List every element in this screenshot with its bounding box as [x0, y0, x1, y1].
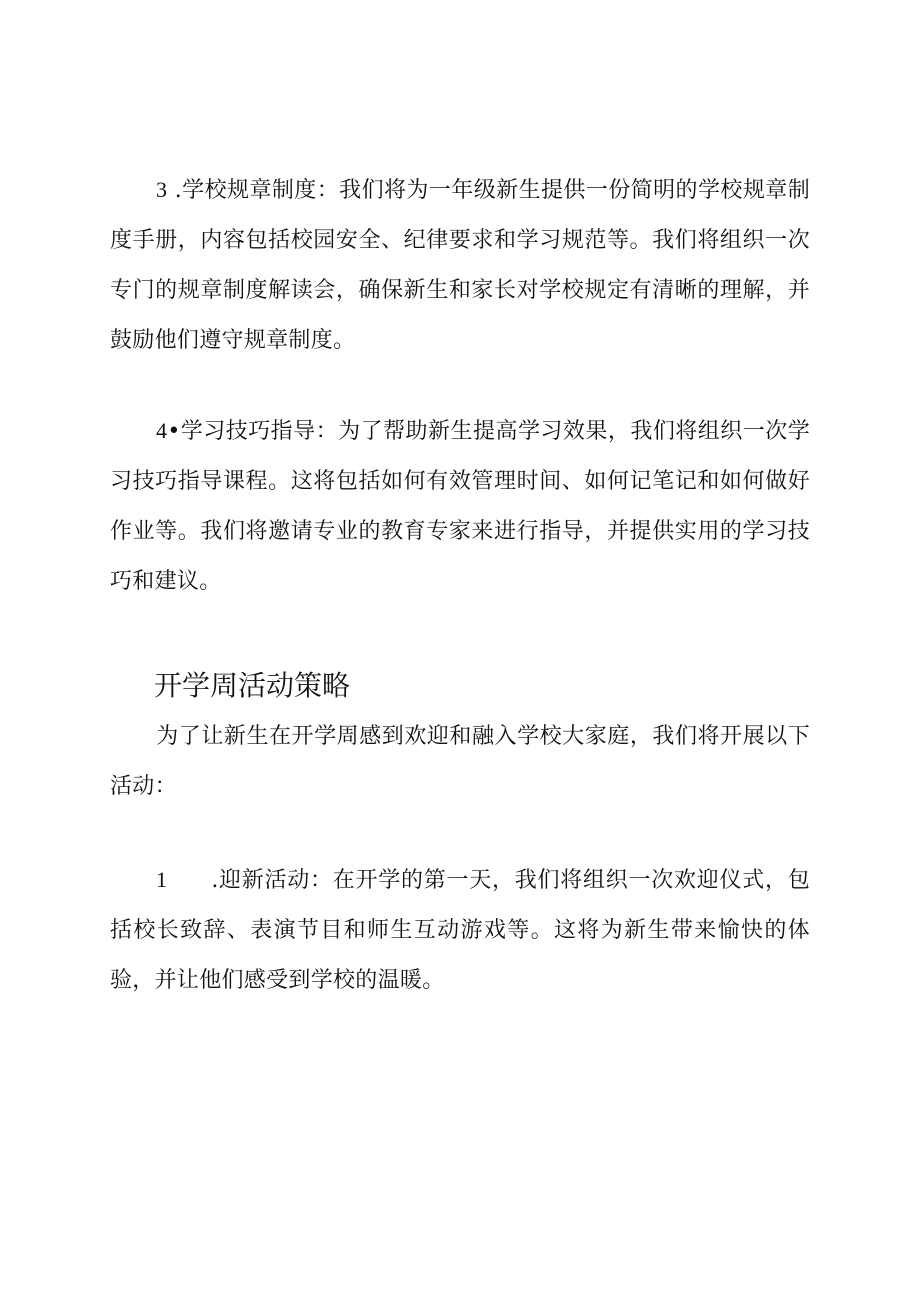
paragraph-study-skills [110, 406, 810, 607]
section-intro [110, 712, 810, 812]
paragraph-welcome-activity [110, 855, 810, 1006]
paragraph-school-rules [110, 165, 810, 366]
paragraph-text: 为了让新生在开学周感到欢迎和融入学校大家庭，我们将开展以下活动： [110, 724, 810, 799]
paragraph-text: 学校规章制度：我们将为一年级新生提供一份简明的学校规章制度手册，内容包括校园安全、纪律要求和学习规范等。我们将组织一次专门的规章制度解读会，确保新生和家长对学校规定有清晰的理解，并鼓励他们遵守规章制度。 [110, 178, 810, 353]
item-separator: . [211, 868, 219, 893]
item-separator: • [167, 419, 181, 444]
item-number: 3 [156, 177, 168, 202]
section-heading: 开学周活动策略 [154, 669, 351, 702]
item-number: 1 [156, 867, 168, 892]
item-number: 4 [156, 418, 168, 443]
paragraph-text: 迎新活动：在开学的第一天，我们将组织一次欢迎仪式，包括校长致辞、表演节目和师生互动游戏等。这将为新生带来愉快的体验，并让他们感受到学校的温暖。 [110, 868, 810, 993]
paragraph-text: 学习技巧指导：为了帮助新生提高学习效果，我们将组织一次学习技巧指导课程。这将包括如何有效管理时间、如何记笔记和如何做好作业等。我们将邀请专业的教育专家来进行指导，并提供实用的学习技巧和建议。 [110, 419, 810, 594]
item-separator: . [167, 178, 183, 203]
